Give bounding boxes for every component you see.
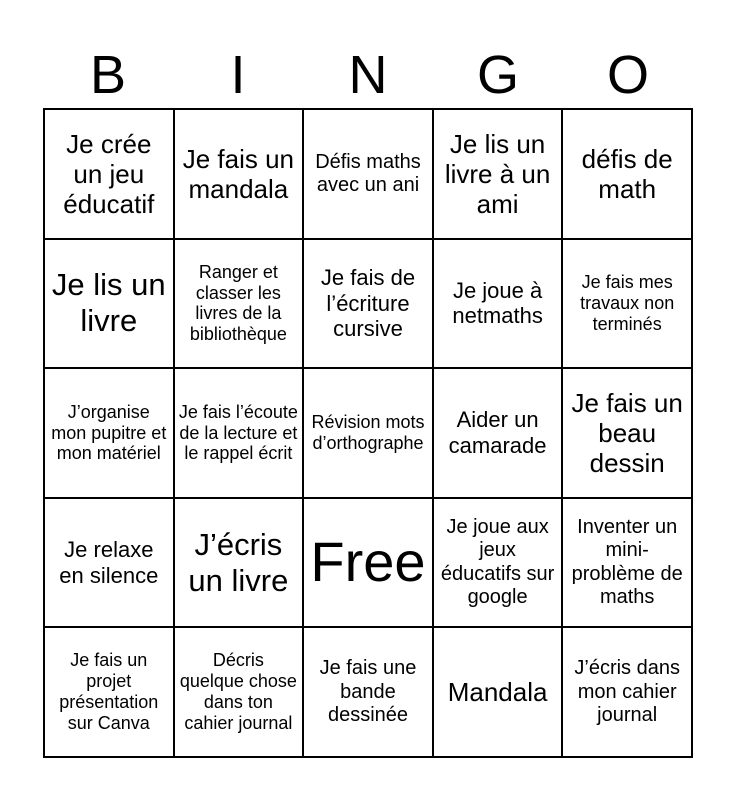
bingo-cell[interactable]: Décris quelque chose dans ton cahier journal — [174, 627, 304, 757]
bingo-cell[interactable]: J’organise mon pupitre et mon matériel — [44, 368, 174, 498]
bingo-cell[interactable]: J’écris un livre — [174, 498, 304, 628]
bingo-cell[interactable]: Révision mots d’orthographe — [303, 368, 433, 498]
bingo-cell[interactable]: Je crée un jeu éducatif — [44, 109, 174, 239]
bingo-cell[interactable]: Je lis un livre — [44, 239, 174, 369]
bingo-cell[interactable]: Mandala — [433, 627, 563, 757]
bingo-cell[interactable]: Je lis un livre à un ami — [433, 109, 563, 239]
bingo-cell[interactable]: Défis maths avec un ani — [303, 109, 433, 239]
bingo-cell[interactable]: Je relaxe en silence — [44, 498, 174, 628]
bingo-card — [43, 108, 693, 758]
bingo-cell[interactable]: Inventer un mini-problème de maths — [562, 498, 692, 628]
bingo-cell[interactable]: Ranger et classer les livres de la bibliothèque — [174, 239, 304, 369]
bingo-cell[interactable]: Je fais un projet présentation sur Canva — [44, 627, 174, 757]
bingo-cell[interactable]: J’écris dans mon cahier journal — [562, 627, 692, 757]
header-letter-g: G — [476, 45, 519, 105]
bingo-cell[interactable]: Aider un camarade — [433, 368, 563, 498]
bingo-cell[interactable]: Je fais l’écoute de la lecture et le rappel écrit — [174, 368, 304, 498]
bingo-cell[interactable]: défis de math — [562, 109, 692, 239]
bingo-cell[interactable]: Je fais un beau dessin — [562, 368, 692, 498]
bingo-cell[interactable]: Je fais une bande dessinée — [303, 627, 433, 757]
bingo-cell[interactable]: Je joue à netmaths — [433, 239, 563, 369]
header-letter-o: O — [606, 45, 649, 105]
bingo-free-cell[interactable]: Free — [303, 498, 433, 628]
bingo-cell[interactable]: Je fais de l’écriture cursive — [303, 239, 433, 369]
header-letter-i: I — [230, 45, 246, 105]
bingo-cell[interactable]: Je joue aux jeux éducatifs sur google — [433, 498, 563, 628]
bingo-cell[interactable]: Je fais un mandala — [174, 109, 304, 239]
header-letter-n: N — [348, 45, 388, 105]
header-letter-b: B — [89, 45, 127, 105]
bingo-header — [43, 42, 693, 108]
bingo-cell[interactable]: Je fais mes travaux non terminés — [562, 239, 692, 369]
